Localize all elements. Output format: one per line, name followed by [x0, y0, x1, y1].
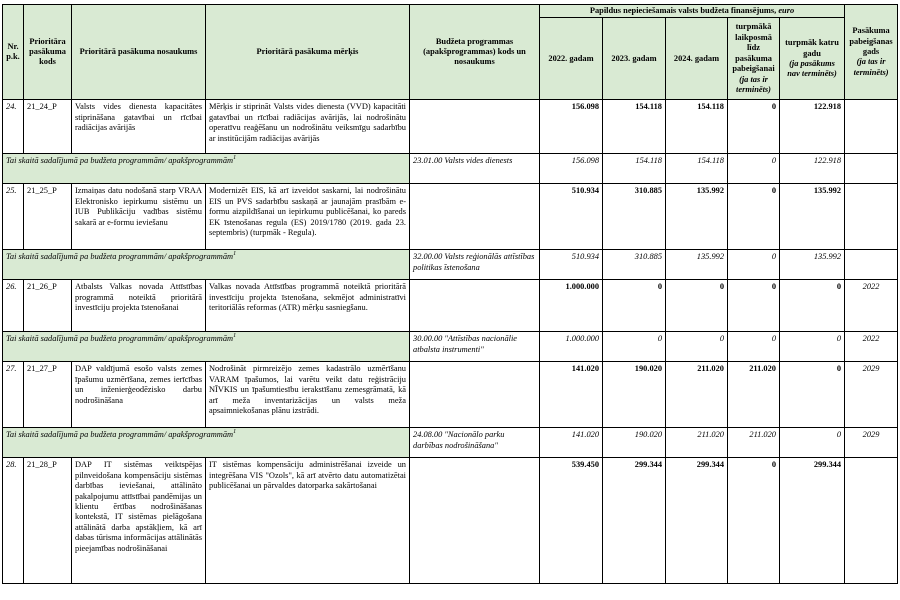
- row-2024: 154.118: [666, 100, 728, 154]
- subtotal-label: Tai skaitā sadalījumā pa budžeta programmām/ apakšprogrammām$^1$: [3, 332, 410, 362]
- subtotal-budget: 24.08.00 "Nacionālo parku darbības nodrošināšana": [410, 428, 540, 458]
- row-2022: 510.934: [540, 184, 603, 250]
- row-yearly: 0: [780, 362, 845, 428]
- row-until-end: 211.020: [728, 362, 780, 428]
- subtotal-2024: 211.020: [666, 428, 728, 458]
- row-goal: Mērķis ir stiprināt Valsts vides dienesta (VVD) kapacitāti gatavībai un rīcībai radiācijas avārijās, lai nodrošinātu operatīvu reaģēšanu un nodrošinātu veiksmīgu sadarbību ar institūcijām radiācijas avārijās: [206, 100, 410, 154]
- row-name: Izmaiņas datu nodošanā starp VRAA Elektronisko iepirkumu sistēmu un IUB Publikāciju vadības sistēmu sakarā ar e-formu ieviešanu: [72, 184, 206, 250]
- table-row: [3, 184, 898, 250]
- header-nr: Nr. p.k.: [3, 5, 24, 100]
- row-budget: [410, 362, 540, 428]
- table-row: [3, 100, 898, 154]
- row-yearly: 0: [780, 280, 845, 332]
- subtotal-end-year: [845, 154, 898, 184]
- row-yearly: 122.918: [780, 100, 845, 154]
- row-2022: 1.000.000: [540, 280, 603, 332]
- row-code: 21_28_P: [24, 458, 72, 584]
- subtotal-2022: 1.000.000: [540, 332, 603, 362]
- row-name: Atbalsts Valkas novada Attīstības programmā noteiktā prioritārā investīciju projekta īstenošanai: [72, 280, 206, 332]
- row-end-year: [845, 184, 898, 250]
- header-budget: Budžeta programmas (apakšprogrammas) kods un nosaukums: [410, 5, 540, 100]
- row-code: 21_26_P: [24, 280, 72, 332]
- row-2024: 135.992: [666, 184, 728, 250]
- row-name: DAP IT sistēmas veiktspējas pilnveidošana kompensāciju sistēmas darbības ieviešanai, attālināto pakalpojumu attīstībai pandēmijas un klientu ērtības nodrošināšanas kontekstā, IT sistēmas pielāgošana attālinātā darba apstākļiem, kā arī dabas tūrisma informācijas attālinātās pieejamības nodrošināšanai: [72, 458, 206, 584]
- row-2023: 299.344: [603, 458, 666, 584]
- header-2023: 2023. gadam: [603, 18, 666, 100]
- subtotal-label: Tai skaitā sadalījumā pa budžeta programmām/ apakšprogrammām$^1$: [3, 250, 410, 280]
- row-2023: 0: [603, 280, 666, 332]
- subtotal-2022: 141.020: [540, 428, 603, 458]
- subtotal-2023: 190.020: [603, 428, 666, 458]
- header-2022: 2022. gadam: [540, 18, 603, 100]
- row-goal: Nodrošināt pirmreizējo zemes kadastrālo uzmērīšanu VARAM īpašumos, lai varētu veikt datu reģistrāciju NĪVKIS un īpašumtiesību ierakstīšanu zemesgrāmatā, kā arī meža inventarizācijas un valsts meža apsaimniekošanas plānu izstrādi.: [206, 362, 410, 428]
- subtotal-row: [3, 428, 898, 458]
- subtotal-budget: 23.01.00 Valsts vides dienests: [410, 154, 540, 184]
- row-2023: 310.885: [603, 184, 666, 250]
- subtotal-until-end: 211.020: [728, 428, 780, 458]
- row-2024: 0: [666, 280, 728, 332]
- row-goal: Valkas novada Attīstības programmā noteiktā prioritārā investīciju projekta īstenošana, sekmējot administratīvi teritoriālās reformas (ATR) mērķu sasniegšanu.: [206, 280, 410, 332]
- header-code: Prioritāra pasākuma kods: [24, 5, 72, 100]
- row-budget: [410, 458, 540, 584]
- subtotal-row: [3, 332, 898, 362]
- subtotal-label: Tai skaitā sadalījumā pa budžeta programmām/ apakšprogrammām$^1$: [3, 428, 410, 458]
- row-2023: 154.118: [603, 100, 666, 154]
- subtotal-end-year: [845, 250, 898, 280]
- subtotal-label: Tai skaitā sadalījumā pa budžeta programmām/ apakšprogrammām$^1$: [3, 154, 410, 184]
- subtotal-yearly: 0: [780, 332, 845, 362]
- subtotal-yearly: 0: [780, 428, 845, 458]
- row-2024: 211.020: [666, 362, 728, 428]
- row-end-year: 2029: [845, 362, 898, 428]
- subtotal-row: [3, 250, 898, 280]
- subtotal-2024: 0: [666, 332, 728, 362]
- row-until-end: 0: [728, 184, 780, 250]
- row-2022: 156.098: [540, 100, 603, 154]
- table-row: [3, 280, 898, 332]
- row-budget: [410, 184, 540, 250]
- header-2024: 2024. gadam: [666, 18, 728, 100]
- subtotal-2023: 154.118: [603, 154, 666, 184]
- header-end-year: Pasākuma pabeigšanas gads (ja tas ir terminēts): [845, 5, 898, 100]
- table-row: [3, 362, 898, 428]
- row-until-end: 0: [728, 100, 780, 154]
- subtotal-until-end: 0: [728, 154, 780, 184]
- subtotal-yearly: 135.992: [780, 250, 845, 280]
- row-end-year: [845, 100, 898, 154]
- subtotal-until-end: 0: [728, 332, 780, 362]
- row-end-year: [845, 458, 898, 584]
- row-end-year: 2022: [845, 280, 898, 332]
- subtotal-until-end: 0: [728, 250, 780, 280]
- header-yearly: turpmāk katru gadu (ja pasākums nav terminēts): [780, 18, 845, 100]
- table-row: [3, 458, 898, 584]
- row-nr: 27.: [3, 362, 24, 428]
- row-2022: 539.450: [540, 458, 603, 584]
- header-until-end: turpmākā laikposmā līdz pasākuma pabeigšanai (ja tas ir terminēts): [728, 18, 780, 100]
- row-code: 21_25_P: [24, 184, 72, 250]
- subtotal-budget: 30.00.00 "Attīstības nacionālie atbalsta instrumenti": [410, 332, 540, 362]
- row-budget: [410, 280, 540, 332]
- subtotal-end-year: 2029: [845, 428, 898, 458]
- header-goal: Prioritārā pasākuma mērķis: [206, 5, 410, 100]
- budget-table: [2, 4, 898, 584]
- subtotal-end-year: 2022: [845, 332, 898, 362]
- row-until-end: 0: [728, 280, 780, 332]
- row-2023: 190.020: [603, 362, 666, 428]
- row-2022: 141.020: [540, 362, 603, 428]
- row-code: 21_24_P: [24, 100, 72, 154]
- row-nr: 28.: [3, 458, 24, 584]
- row-name: DAP valdījumā esošo valsts zemes īpašumu uzmērīšana, zemes ierīcības un inženierģeodēzisko darbu nodrošināšana: [72, 362, 206, 428]
- subtotal-row: [3, 154, 898, 184]
- subtotal-2024: 154.118: [666, 154, 728, 184]
- subtotal-2022: 156.098: [540, 154, 603, 184]
- row-until-end: 0: [728, 458, 780, 584]
- subtotal-2022: 510.934: [540, 250, 603, 280]
- row-goal: IT sistēmas kompensāciju administrēšanai izveide un integrēšana VIS "Ozols", kā arī atvērto datu automatizētai publicēšanai un pārvaldes datorparka sakārtošanai: [206, 458, 410, 584]
- row-name: Valsts vides dienesta kapacitātes stiprināšana gatavībai un rīcībai radiācijas avārijās: [72, 100, 206, 154]
- row-2024: 299.344: [666, 458, 728, 584]
- subtotal-yearly: 122.918: [780, 154, 845, 184]
- subtotal-2023: 0: [603, 332, 666, 362]
- header-name: Prioritārā pasākuma nosaukums: [72, 5, 206, 100]
- row-nr: 25.: [3, 184, 24, 250]
- row-nr: 24.: [3, 100, 24, 154]
- row-yearly: 135.992: [780, 184, 845, 250]
- row-nr: 26.: [3, 280, 24, 332]
- row-code: 21_27_P: [24, 362, 72, 428]
- row-yearly: 299.344: [780, 458, 845, 584]
- header-funding-group: Papildus nepieciešamais valsts budžeta finansējums, euro: [540, 5, 845, 18]
- row-goal: Modernizēt EIS, kā arī izveidot saskarni, lai nodrošinātu EIS un PVS sadarbību saskaņā ar jaunajām prasībām e-formu aizpildīšanai un iepirkumu publicēšanai, ko pareds EK īstenošanas regula (ES) 2019/1780 (2019. gada 23. septembris) (turpmāk - Regula).: [206, 184, 410, 250]
- subtotal-budget: 32.00.00 Valsts reģionālās attīstības politikas īstenošana: [410, 250, 540, 280]
- row-budget: [410, 100, 540, 154]
- subtotal-2023: 310.885: [603, 250, 666, 280]
- header-row-top: [3, 5, 898, 18]
- subtotal-2024: 135.992: [666, 250, 728, 280]
